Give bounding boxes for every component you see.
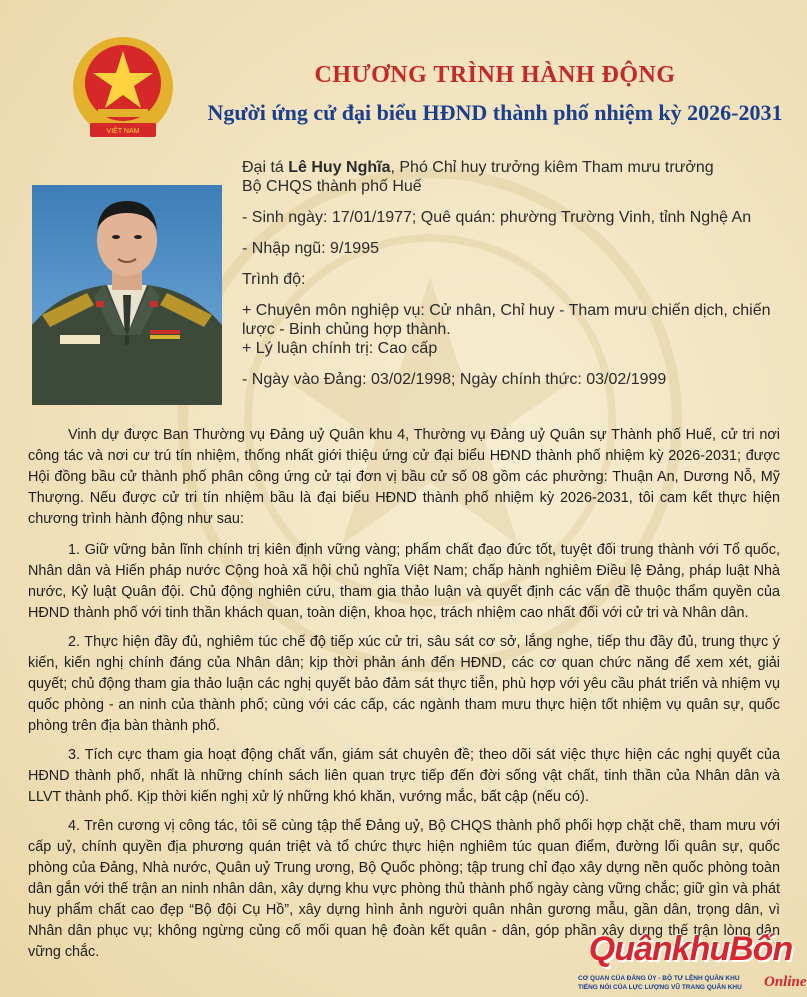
candidate-name: Lê Huy Nghĩa (288, 159, 391, 176)
newspaper-logo (574, 930, 807, 997)
enlist-line: - Nhập ngũ: 9/1995 (242, 240, 379, 257)
education-item-2: + Lý luận chính trị: Cao cấp (242, 340, 438, 357)
page-subtitle: Người ứng cử đại biểu HĐND thành phố nhiệm kỳ 2026-2031 (207, 100, 783, 125)
education-item-1: + Chuyên môn nghiệp vụ: Cử nhân, Chỉ huy - Tham mưu chiến dịch, chiến lược - Binh chủng hợp thành. (242, 302, 771, 338)
logo-name: QuânkhuBốn (588, 930, 793, 968)
intro-paragraph: Vinh dự được Ban Thường vụ Đảng uỷ Quân khu 4, Thường vụ Đảng uỷ Quân sự Thành phố Huế, cử tri nơi công tác và nơi cư trú tín nhiệm, thống nhất giới thiệu ứng cử đại biểu HĐND thành phố nhiệm kỳ 2026-2031; được Hội đồng bầu cử thành phố phân công ứng cử tại đơn vị bầu cử số 08 gồm các phường: Thuận An, Dương Nỗ, Mỹ Thượng. Nếu được cử tri tín nhiệm bầu là đại biểu HĐND thành phố nhiệm kỳ 2026-2031, tôi cam kết thực hiện chương trình hành động như sau: (28, 427, 780, 527)
candidate-photo (32, 185, 222, 405)
page-title: CHƯƠNG TRÌNH HÀNH ĐỘNG (314, 62, 676, 88)
commitment-3: 3. Tích cực tham gia hoạt động chất vấn, giám sát chuyên đề; theo dõi sát việc thực hiện các nghị quyết của HĐND thành phố, nhất là những chính sách liên quan trực tiếp đến đời sống vật chất, tinh thần của Nhân dân và LLVT thành phố. Kịp thời kiến nghị xử lý những khó khăn, vướng mắc, bất cập (nếu có). (28, 747, 780, 805)
commitment-2: 2. Thực hiện đầy đủ, nghiêm túc chế độ tiếp xúc cử tri, sâu sát cơ sở, lắng nghe, tiếp thu đầy đủ, trung thực ý kiến, kiến nghị chính đáng của Nhân dân; kịp thời phản ánh đến HĐND, các cơ quan chức năng để xem xét, giải quyết; chủ động tham gia thảo luận các nghị quyết bảo đảm sát thực tiễn, phù hợp với yêu cầu phát triển và nhiệm vụ quốc phòng - an ninh của thành phố; cùng với các cấp, các ngành tham mưu thực hiện tốt nhiệm vụ quân sự, quốc phòng trên địa bàn thành phố. (28, 634, 780, 734)
party-line: - Ngày vào Đảng: 03/02/1998; Ngày chính thức: 03/02/1999 (242, 371, 667, 388)
logo-tagline-2: TIẾNG NÓI CỦA LỰC LƯỢNG VŨ TRANG QUÂN KHU (578, 984, 742, 991)
rank: Đại tá (242, 159, 289, 176)
emblem-text: VIỆT NAM (106, 128, 140, 135)
logo-tagline-1: CƠ QUAN CỦA ĐẢNG ỦY - BỘ TƯ LỆNH QUÂN KHU (578, 975, 740, 982)
program-body (28, 425, 780, 971)
position: , Phó Chỉ huy trưởng kiêm Tham mưu trưởng (390, 159, 714, 176)
portrait-icon (32, 185, 222, 405)
commitment-4: 4. Trên cương vị công tác, tôi sẽ cùng tập thể Đảng uỷ, Bộ CHQS thành phố phối hợp chặt chẽ, tham mưu với cấp uỷ, chính quyền địa phương quán triệt và tổ chức thực hiện nghiêm túc quan điểm, đường lối quân sự, quốc phòng của Đảng, Nhà nước, Quân uỷ Trung ương, Bộ Quốc phòng; tập trung chỉ đạo xây dựng nền quốc phòng toàn dân gắn với thế trận an ninh nhân dân, xây dựng khu vực phòng thủ thành phố ngày càng vững chắc; giữ gìn và phát huy phẩm chất cao đẹp “Bộ đội Cụ Hồ”, xây dựng hình ảnh người quân nhân gương mẫu, gần dân, trọng dân, vì Nhân dân phục vụ; không ngừng củng cố mối quan hệ đoàn kết quân - dân, góp phần xây dựng thế trận lòng dân vững chắc. (28, 818, 780, 960)
unit-line: Bộ CHQS thành phố Huế (242, 178, 422, 195)
candidate-info (242, 158, 792, 389)
education-label: Trình độ: (242, 271, 306, 288)
candidate-title-line (242, 158, 792, 177)
birth-line: - Sinh ngày: 17/01/1977; Quê quán: phường Trường Vinh, tỉnh Nghệ An (242, 209, 752, 226)
commitment-1: 1. Giữ vững bản lĩnh chính trị kiên định vững vàng; phẩm chất đạo đức tốt, tuyệt đối trung thành với Tổ quốc, Nhân dân và Hiến pháp nước Cộng hoà xã hội chủ nghĩa Việt Nam; chấp hành nghiêm Điều lệ Đảng, pháp luật Nhà nước, Kỷ luật Quân đội. Chủ động nghiên cứu, tham gia thảo luận và quyết định các vấn đề thuộc thẩm quyền của HĐND thành phố với tinh thần khách quan, toàn diện, khoa học, trách nhiệm cao nhất đối với cử tri và Nhân dân. (28, 542, 780, 621)
logo-online: Online (764, 974, 807, 990)
national-emblem-icon (68, 35, 178, 145)
